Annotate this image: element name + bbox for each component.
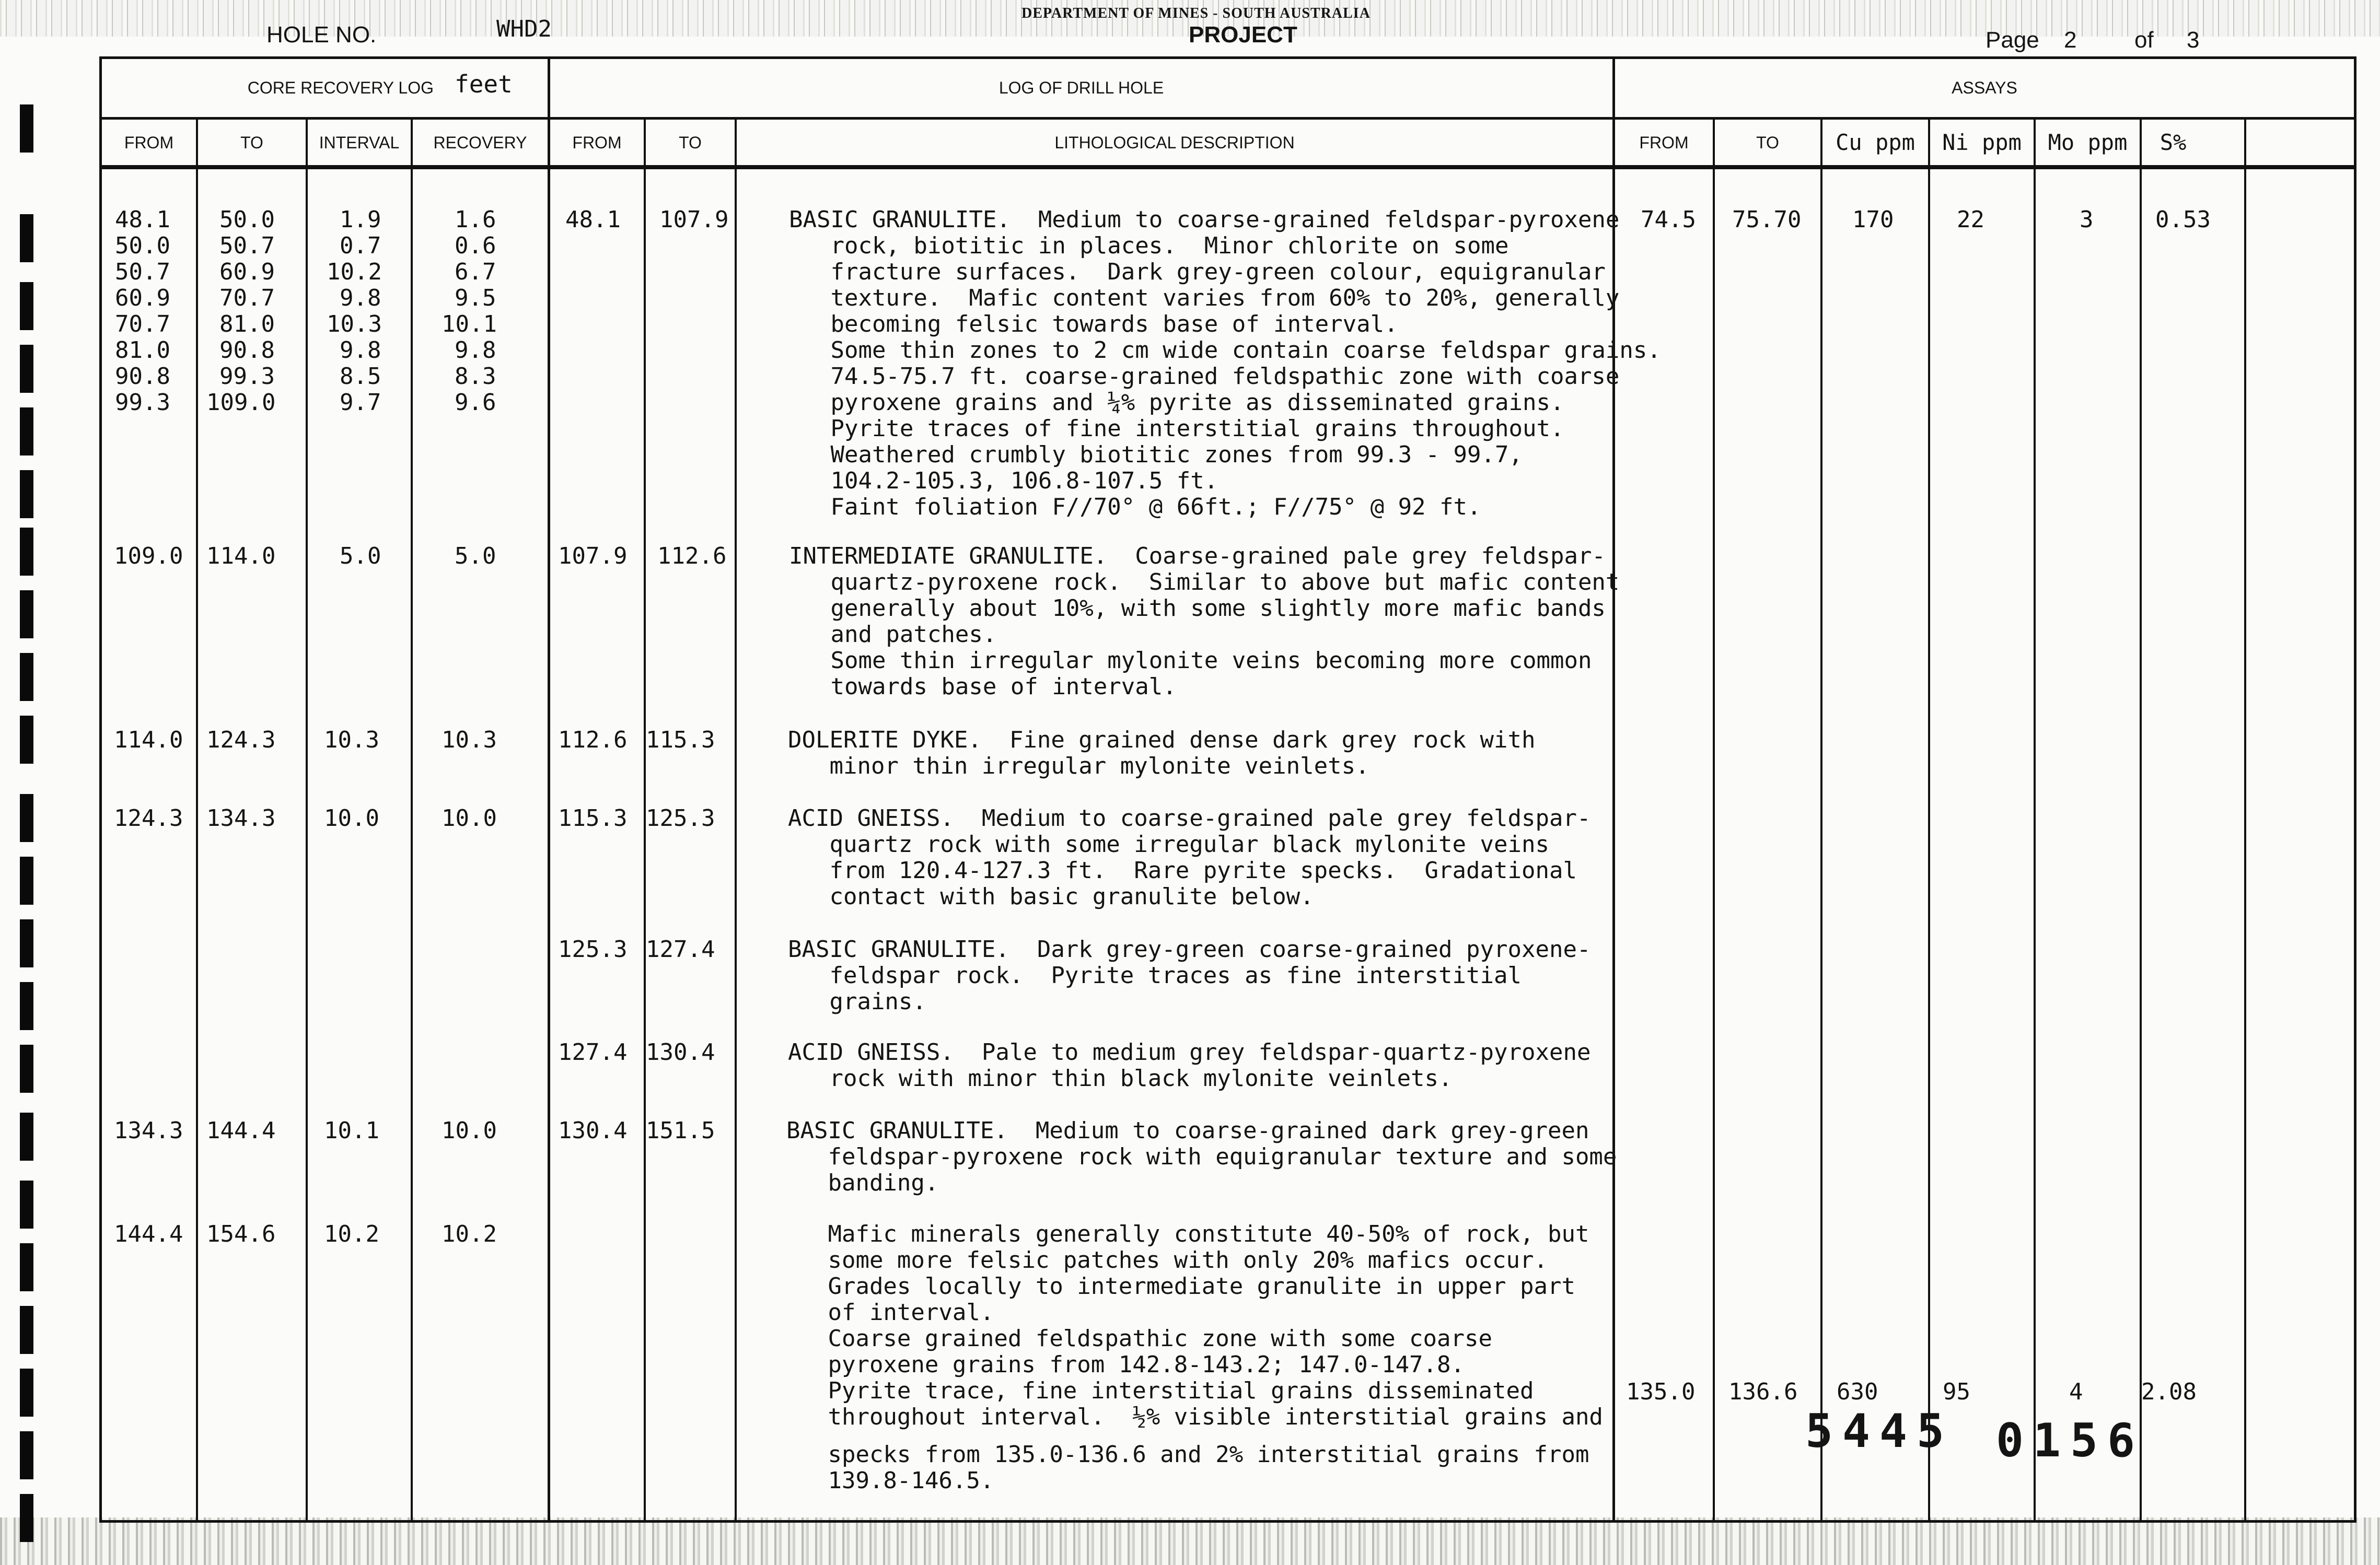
- assay-to: 75.70: [1732, 206, 1802, 233]
- cr-to: 90.8: [219, 337, 275, 364]
- cr-recovery: 9.6: [455, 389, 496, 416]
- description-line: rock, biotitic in places. Minor chlorite on some: [789, 232, 1509, 259]
- description-line: generally about 10%, with some slightly more mafic bands: [789, 595, 1606, 622]
- cr-from: 144.4: [114, 1221, 183, 1247]
- binder-hole: [20, 1431, 33, 1479]
- col-header-assay-to: TO: [1756, 133, 1779, 152]
- cr-interval: 10.3: [324, 727, 379, 753]
- cr-to: 109.0: [206, 389, 276, 416]
- col-header-cr-from: FROM: [124, 133, 174, 152]
- binder-hole: [20, 653, 33, 701]
- description-line: Faint foliation F//70° @ 66ft.; F//75° @ 92 ft.: [789, 494, 1481, 520]
- log-description: [789, 207, 1661, 520]
- col-header-lithological-description: LITHOLOGICAL DESCRIPTION: [1054, 133, 1295, 152]
- cr-from: 50.7: [115, 259, 170, 285]
- log-to: 127.4: [646, 936, 715, 963]
- description-line: 104.2-105.3, 106.8-107.5 ft.: [789, 468, 1218, 494]
- description-line: ACID GNEISS. Pale to medium grey feldspar-quartz-pyroxene: [788, 1039, 1591, 1066]
- cr-to: 124.3: [206, 727, 276, 753]
- units-label: feet: [455, 70, 513, 98]
- hole-no-label: HOLE NO.: [266, 22, 377, 48]
- binder-hole: [20, 794, 33, 842]
- cr-recovery: 10.2: [442, 1221, 497, 1247]
- description-line: pyroxene grains and ¼% pyrite as disseminated grains.: [789, 389, 1564, 416]
- cr-recovery: 10.1: [442, 311, 497, 337]
- assays-heading: ASSAYS: [1952, 78, 2017, 97]
- binder-hole: [20, 104, 33, 153]
- stamp-number-left: 5445: [1805, 1404, 1954, 1458]
- cr-interval: 10.3: [327, 311, 382, 337]
- assay-ni: 95: [1943, 1379, 1970, 1405]
- assay-s: 2.08: [2141, 1379, 2197, 1405]
- binder-hole: [20, 1306, 33, 1354]
- description-line: specks from 135.0-136.6 and 2% interstitial grains from: [786, 1441, 1589, 1468]
- description-line: quartz-pyroxene rock. Similar to above but mafic content: [789, 569, 1620, 595]
- cr-from: 134.3: [114, 1117, 183, 1144]
- col-header-mo: Mo ppm: [2048, 130, 2128, 155]
- log-from: 130.4: [558, 1117, 628, 1144]
- description-line: towards base of interval.: [789, 673, 1177, 700]
- description-line: Weathered crumbly biotitic zones from 99.3 - 99.7,: [789, 441, 1523, 468]
- log-to: 151.5: [646, 1117, 715, 1144]
- cr-recovery: 10.0: [442, 805, 497, 832]
- assay-mo: 4: [2069, 1379, 2083, 1405]
- cr-interval: 10.2: [324, 1221, 379, 1247]
- cr-to: 70.7: [219, 285, 275, 311]
- description-line: BASIC GRANULITE. Medium to coarse-grained feldspar-pyroxene: [789, 206, 1620, 233]
- binder-hole: [20, 982, 33, 1030]
- cr-recovery: 9.8: [455, 337, 496, 364]
- cr-recovery: 9.5: [455, 285, 496, 311]
- cr-recovery: 0.6: [455, 232, 496, 259]
- binder-hole: [20, 214, 33, 262]
- description-line: grains.: [788, 988, 926, 1015]
- description-line: some more felsic patches with only 20% mafics occur.: [786, 1247, 1548, 1274]
- cr-from: 109.0: [114, 543, 183, 569]
- assay-from: 135.0: [1626, 1379, 1696, 1405]
- binder-hole: [20, 857, 33, 905]
- binder-hole: [20, 470, 33, 518]
- log-description: [788, 937, 1590, 1015]
- page-of-label: of: [2134, 27, 2154, 53]
- description-line: Some thin irregular mylonite veins becoming more common: [789, 647, 1592, 674]
- assay-s: 0.53: [2155, 206, 2211, 233]
- log-to: 107.9: [659, 206, 729, 233]
- binder-hole: [20, 919, 33, 967]
- description-line: BASIC GRANULITE. Dark grey-green coarse-grained pyroxene-: [788, 936, 1591, 963]
- description-line: banding.: [786, 1170, 939, 1196]
- description-line: pyroxene grains from 142.8-143.2; 147.0-147.8.: [786, 1351, 1465, 1378]
- description-line: quartz rock with some irregular black mylonite veins: [788, 831, 1549, 858]
- cr-to: 81.0: [219, 311, 275, 337]
- binder-hole: [20, 345, 33, 393]
- col-header-cr-interval: INTERVAL: [319, 133, 400, 152]
- description-line: DOLERITE DYKE. Fine grained dense dark grey rock with: [788, 727, 1536, 753]
- stamp-number-right: 0156: [1996, 1414, 2144, 1467]
- page-total: 3: [2187, 27, 2200, 53]
- log-description: [788, 1040, 1590, 1092]
- description-line: Mafic minerals generally constitute 40-50% of rock, but: [786, 1221, 1589, 1247]
- binder-hole: [20, 1045, 33, 1093]
- cr-recovery: 6.7: [455, 259, 496, 285]
- cr-interval: 8.5: [340, 363, 381, 390]
- binder-hole: [20, 590, 33, 638]
- cr-to: 60.9: [219, 259, 275, 285]
- description-line: minor thin irregular mylonite veinlets.: [788, 753, 1369, 779]
- description-line: texture. Mafic content varies from 60% to 20%, generally: [789, 285, 1620, 311]
- cr-from: 50.0: [115, 232, 170, 259]
- assay-cu: 170: [1852, 206, 1894, 233]
- col-header-ni: Ni ppm: [1942, 130, 2022, 155]
- cr-from: 81.0: [115, 337, 170, 364]
- cr-interval: 9.8: [340, 337, 381, 364]
- binder-hole: [20, 1113, 33, 1161]
- description-line: feldspar rock. Pyrite traces as fine interstitial: [788, 962, 1522, 989]
- log-description: [788, 727, 1535, 779]
- binder-hole: [20, 1243, 33, 1291]
- cr-to: 50.7: [219, 232, 275, 259]
- cr-recovery: 10.3: [442, 727, 497, 753]
- description-line: BASIC GRANULITE. Medium to coarse-grained dark grey-green: [786, 1117, 1589, 1144]
- department-title: DEPARTMENT OF MINES - SOUTH AUSTRALIA: [1021, 5, 1371, 21]
- cr-interval: 10.1: [324, 1117, 379, 1144]
- description-line: [786, 1196, 1617, 1221]
- cr-interval: 0.7: [340, 232, 381, 259]
- assay-from: 74.5: [1641, 206, 1696, 233]
- scan-noise-bottom: [0, 1517, 2380, 1565]
- log-to: 130.4: [646, 1039, 715, 1066]
- log-to: 112.6: [657, 543, 727, 569]
- col-header-cr-recovery: RECOVERY: [433, 133, 527, 152]
- page-label: Page: [1986, 27, 2039, 53]
- binder-hole: [20, 1369, 33, 1417]
- cr-from: 90.8: [115, 363, 170, 390]
- assay-ni: 22: [1957, 206, 1984, 233]
- assay-to: 136.6: [1728, 1379, 1798, 1405]
- cr-to: 134.3: [206, 805, 276, 832]
- binder-hole: [20, 528, 33, 576]
- col-header-log-to: TO: [679, 133, 702, 152]
- cr-from: 70.7: [115, 311, 170, 337]
- description-line: Grades locally to intermediate granulite in upper part: [786, 1273, 1575, 1300]
- page-number: 2: [2064, 27, 2077, 53]
- assay-mo: 3: [2080, 206, 2094, 233]
- log-to: 125.3: [646, 805, 715, 832]
- description-line: becoming felsic towards base of interval.: [789, 311, 1398, 337]
- log-from: 48.1: [565, 206, 621, 233]
- description-line: of interval.: [786, 1299, 994, 1326]
- cr-from: 114.0: [114, 727, 183, 753]
- log-description: [788, 805, 1590, 910]
- binder-hole: [20, 282, 33, 330]
- description-line: fracture surfaces. Dark grey-green colour, equigranular: [789, 259, 1606, 285]
- col-header-assay-from: FROM: [1639, 133, 1689, 152]
- cr-to: 99.3: [219, 363, 275, 390]
- cr-recovery: 5.0: [455, 543, 496, 569]
- binder-hole: [20, 1494, 33, 1542]
- binder-hole: [20, 716, 33, 764]
- col-header-log-from: FROM: [572, 133, 622, 152]
- cr-from: 48.1: [115, 206, 170, 233]
- cr-interval: 9.8: [340, 285, 381, 311]
- cr-from: 60.9: [115, 285, 170, 311]
- cr-to: 50.0: [219, 206, 275, 233]
- cr-recovery: 8.3: [455, 363, 496, 390]
- log-from: 127.4: [558, 1039, 628, 1066]
- binder-hole: [20, 1181, 33, 1229]
- description-line: Pyrite trace, fine interstitial grains disseminated: [786, 1377, 1534, 1404]
- cr-from: 124.3: [114, 805, 183, 832]
- col-header-cu: Cu ppm: [1836, 130, 1915, 155]
- log-to: 115.3: [646, 727, 715, 753]
- description-line: ACID GNEISS. Medium to coarse-grained pale grey feldspar-: [788, 805, 1591, 832]
- assay-cu: 630: [1837, 1379, 1878, 1405]
- description-line: Coarse grained feldspathic zone with some coarse: [786, 1325, 1493, 1352]
- log-of-drill-hole-heading: LOG OF DRILL HOLE: [999, 78, 1164, 97]
- cr-from: 99.3: [115, 389, 170, 416]
- log-from: 112.6: [558, 727, 628, 753]
- description-line: rock with minor thin black mylonite veinlets.: [788, 1065, 1453, 1092]
- description-line: throughout interval. ½% visible interstitial grains and: [786, 1404, 1603, 1430]
- cr-recovery: 10.0: [442, 1117, 497, 1144]
- description-line: 139.8-146.5.: [786, 1467, 994, 1494]
- cr-interval: 9.7: [340, 389, 381, 416]
- log-from: 115.3: [558, 805, 628, 832]
- description-line: INTERMEDIATE GRANULITE. Coarse-grained pale grey feldspar-: [789, 543, 1606, 569]
- col-header-s: S%: [2160, 130, 2187, 155]
- col-header-cr-to: TO: [240, 133, 263, 152]
- description-line: Pyrite traces of fine interstitial grains throughout.: [789, 415, 1564, 442]
- log-description: [786, 1118, 1617, 1494]
- description-line: feldspar-pyroxene rock with equigranular texture and some: [786, 1143, 1617, 1170]
- cr-to: 144.4: [206, 1117, 276, 1144]
- binder-hole: [20, 407, 33, 456]
- log-from: 125.3: [558, 936, 628, 963]
- cr-to: 114.0: [206, 543, 276, 569]
- description-line: 74.5-75.7 ft. coarse-grained feldspathic zone with coarse: [789, 363, 1620, 390]
- cr-interval: 5.0: [340, 543, 381, 569]
- cr-interval: 1.9: [340, 206, 381, 233]
- description-line: and patches.: [789, 621, 997, 648]
- core-recovery-heading: CORE RECOVERY LOG: [247, 78, 434, 97]
- cr-interval: 10.2: [327, 259, 382, 285]
- cr-interval: 10.0: [324, 805, 379, 832]
- description-line: contact with basic granulite below.: [788, 883, 1314, 910]
- log-from: 107.9: [558, 543, 628, 569]
- project-label: PROJECT: [1189, 22, 1297, 48]
- description-line: from 120.4-127.3 ft. Rare pyrite specks. Gradational: [788, 857, 1577, 884]
- hole-no-value: WHD2: [496, 16, 552, 42]
- log-description: [789, 543, 1619, 700]
- description-line: Some thin zones to 2 cm wide contain coarse feldspar grains.: [789, 337, 1661, 364]
- cr-to: 154.6: [206, 1221, 276, 1247]
- cr-recovery: 1.6: [455, 206, 496, 233]
